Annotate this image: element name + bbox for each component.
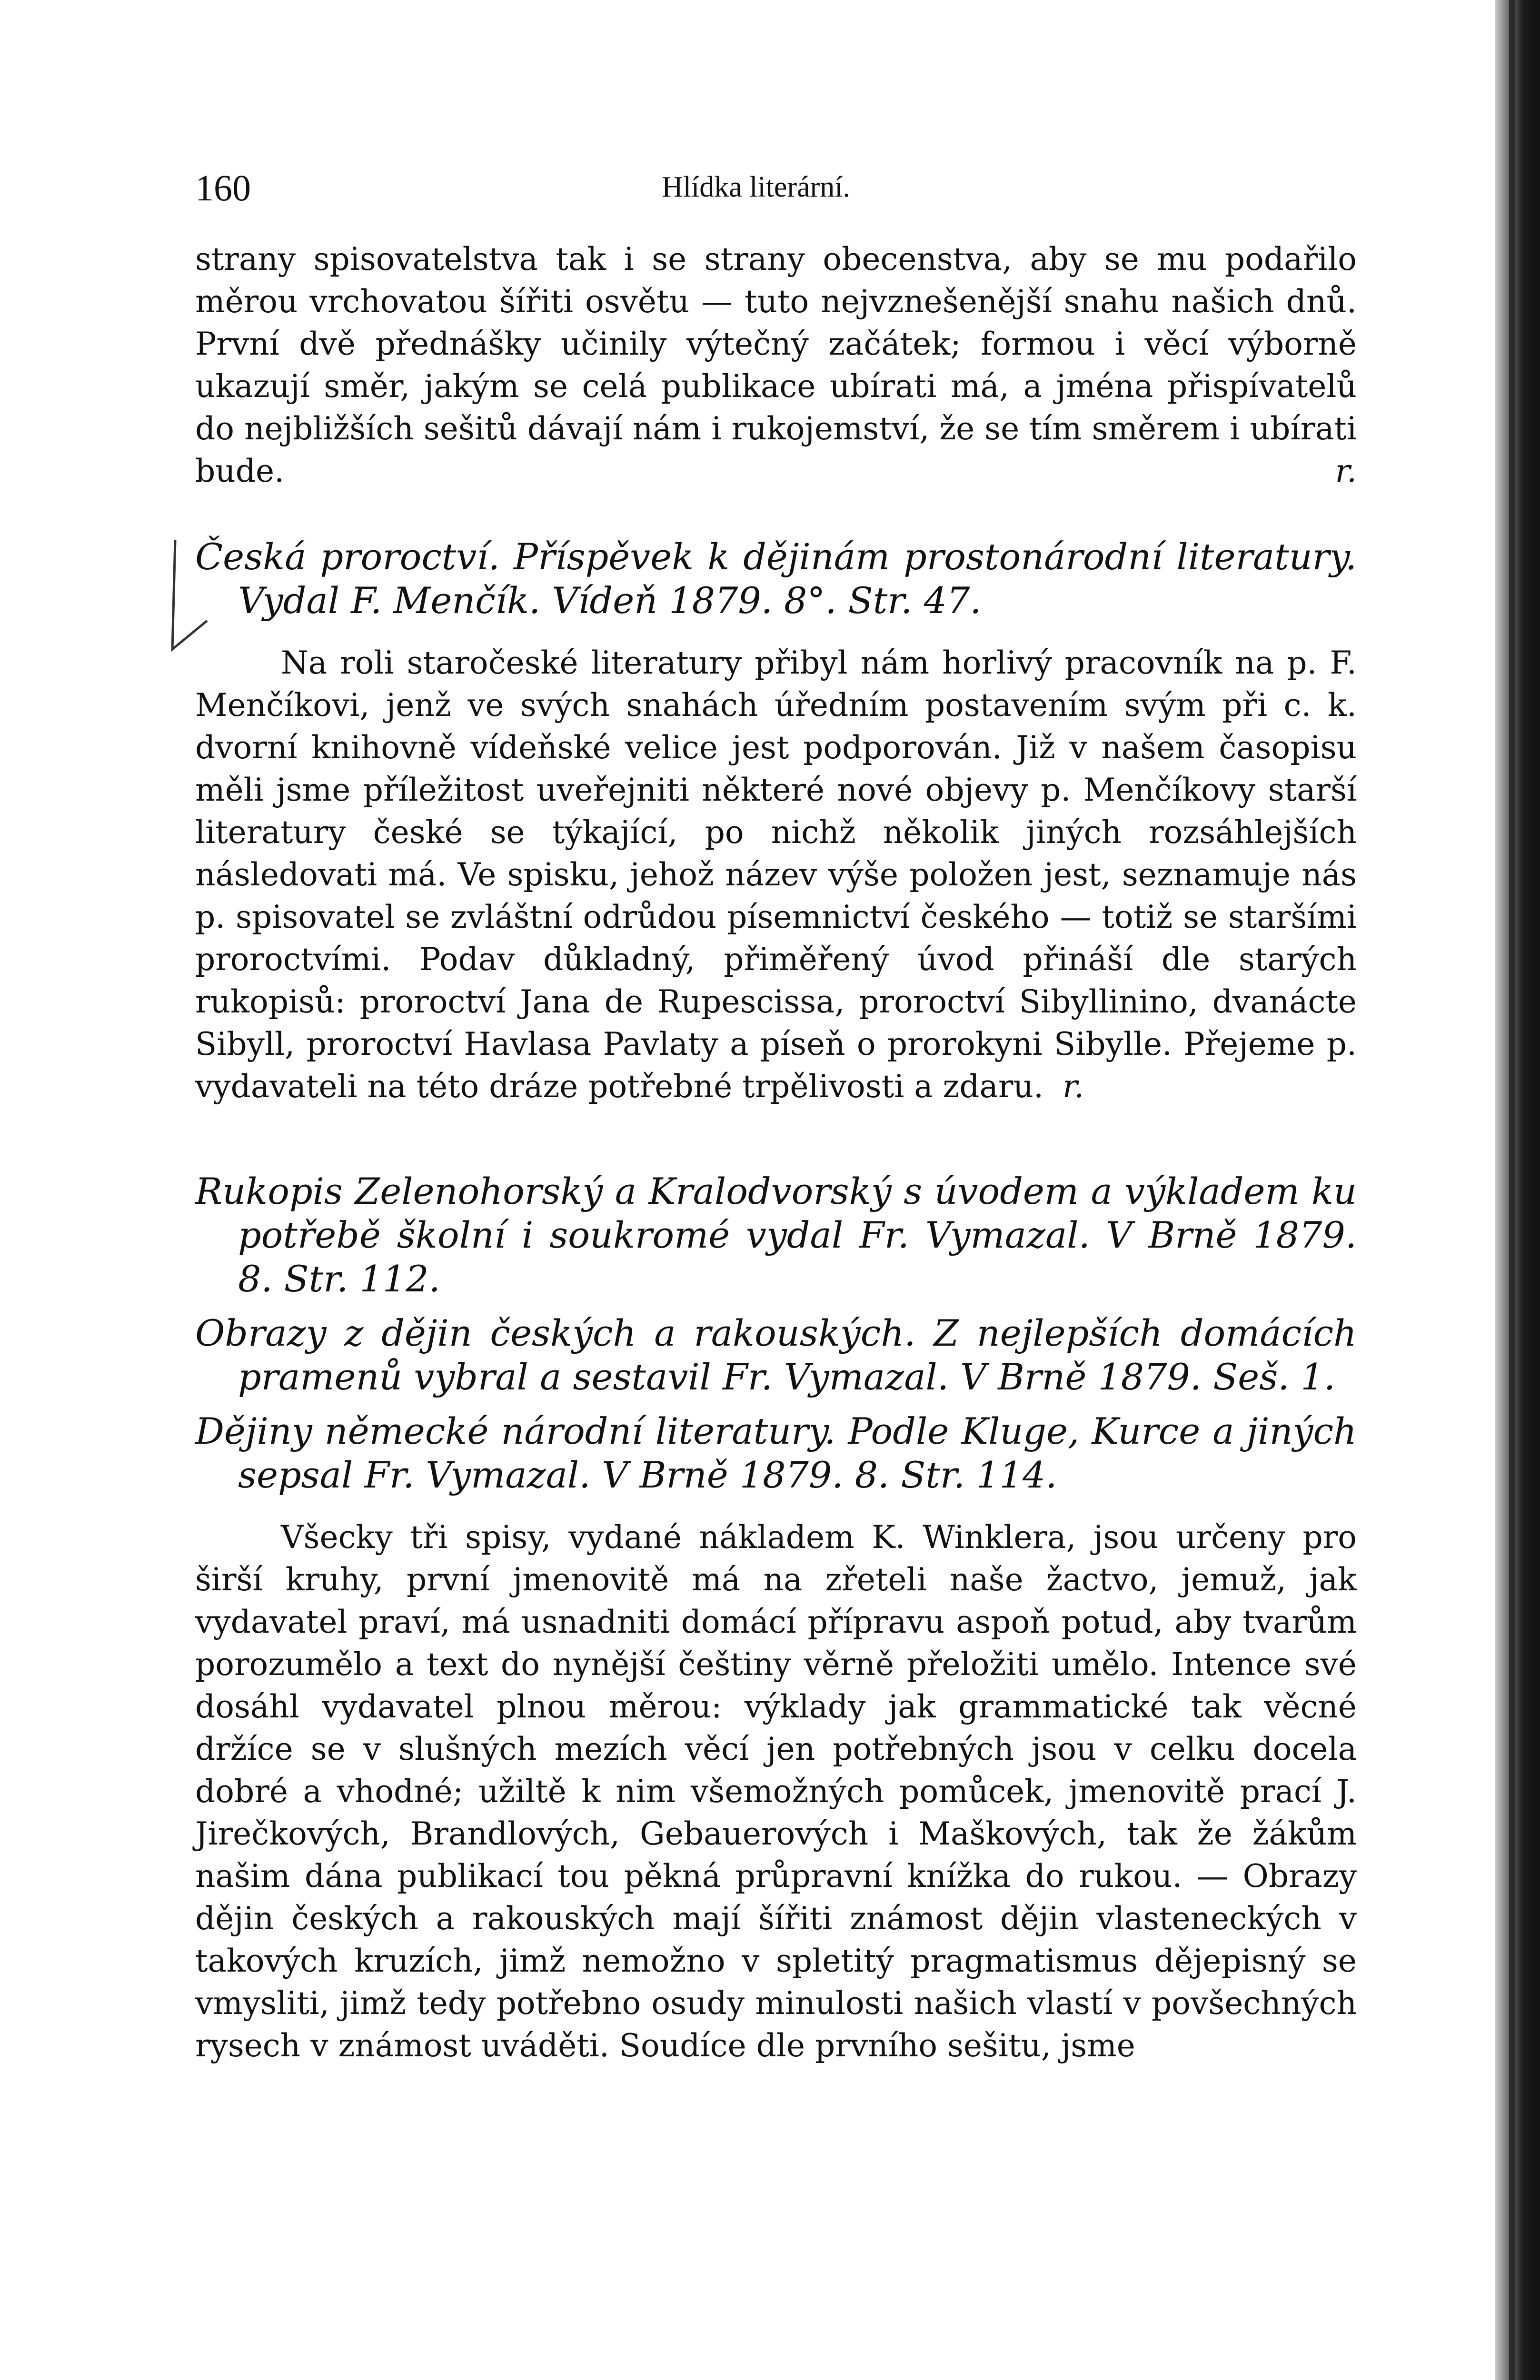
- page-edge: [1495, 0, 1540, 2380]
- intro-paragraph: [195, 238, 1357, 492]
- review-1: [195, 535, 1357, 1108]
- review-1-paragraph: [195, 642, 1357, 1108]
- running-title: Hlídka literární.: [662, 171, 850, 203]
- page-header: [195, 157, 1357, 219]
- review-2: [195, 1170, 1357, 2067]
- review-2-title-1: Rukopis Zelenohorský a Kralodvorský s úvodem a výkladem ku potřebě školní i soukromé vydal Fr. Vymazal. V Brně 1879. 8. Str. 112.: [195, 1170, 1357, 1300]
- intro-signature: r.: [1335, 453, 1357, 489]
- review-1-signature: r.: [1062, 1068, 1084, 1105]
- review-2-paragraph: Všecky tři spisy, vydané nákladem K. Winklera, jsou určeny pro širší kruhy, první jmenovitě má na zřeteli naše žactvo, jemuž, jak vydavatel praví, má usnadniti domácí přípravu aspoň potud, aby tvarům porozumělo a text do nynější češtiny věrně přeložiti umělo. Intence své dosáhl vydavatel plnou měrou: výklady jak grammatické tak věcné držíce se v slušných mezích věcí jen potřebných jsou v celku docela dobré a vhodné; užiltě k nim všemožných pomůcek, jmenovitě prací J. Jirečkových, Brandlových, Gebauerových i Maškových, tak že žákům našim dána publikací tou pěkná průpravní knížka do rukou. — Obrazy dějin českých a rakouských mají šířiti známost dějin vlasteneckých v takových kruzích, jimž nemožno v spletitý pragmatismus dějepisný se vmysliti, jimž tedy potřebno osudy minulosti našich vlastí v povšechných rysech v známost uváděti. Soudíce dle prvního sešitu, jsme: [195, 1519, 1357, 2064]
- review-2-title-3: Dějiny německé národní literatury. Podle Kluge, Kurce a jiných sepsal Fr. Vymazal. V Brně 1879. 8. Str. 114.: [195, 1410, 1357, 1496]
- intro-text: strany spisovatelstva tak i se strany obecenstva, aby se mu podařilo měrou vrchovatou šířiti osvětu — tuto nejvznešenější snahu našich dnů. První dvě přednášky učinily výtečný začátek; formou i věcí výborně ukazují směr, jakým se celá publikace ubírati má, a jména přispívatelů do nejbližších sešitů dávají nám i rukojemství, že se tím směrem i ubírati bude.: [195, 241, 1357, 489]
- review-2-title-2: Obrazy z dějin českých a rakouských. Z nejlepších domácích pramenů vybral a sestavil Fr. Vymazal. V Brně 1879. Seš. 1.: [195, 1312, 1357, 1398]
- review-1-text: Na roli staročeské literatury přibyl nám horlivý pracovník na p. F. Menčíkovi, jenž ve svých snahách úředním postavením svým při c. k. dvorní knihovně vídeňské velice jest podporován. Již v našem časopisu měli jsme příležitost uveřejniti některé nové objevy p. Menčíkovy starší literatury české se týkající, po nichž několik jiných rozsáhlejších následovati má. Ve spisku, jehož název výše položen jest, seznamuje nás p. spisovatel se zvláštní odrůdou písemnictví českého — totiž se staršími proroctvími. Podav důkladný, přiměřený úvod přináší dle starých rukopisů: proroctví Jana de Rupescissa, proroctví Sibyllinino, dvanácte Sibyll, proroctví Havlasa Pavlaty a píseň o prorokyni Sibylle. Přejeme p. vydavateli na této dráze potřebné trpělivosti a zdaru.: [195, 645, 1357, 1105]
- review-1-title: Česká proroctví. Příspěvek k dějinám prostonárodní literatury. Vydal F. Menčík. Vídeň 1879. 8°. Str. 47.: [195, 536, 1357, 622]
- page-edge-shadow: [1509, 0, 1515, 2380]
- page-number: 160: [195, 167, 251, 208]
- pencil-bracket-mark: [162, 535, 214, 668]
- page: [195, 157, 1357, 2067]
